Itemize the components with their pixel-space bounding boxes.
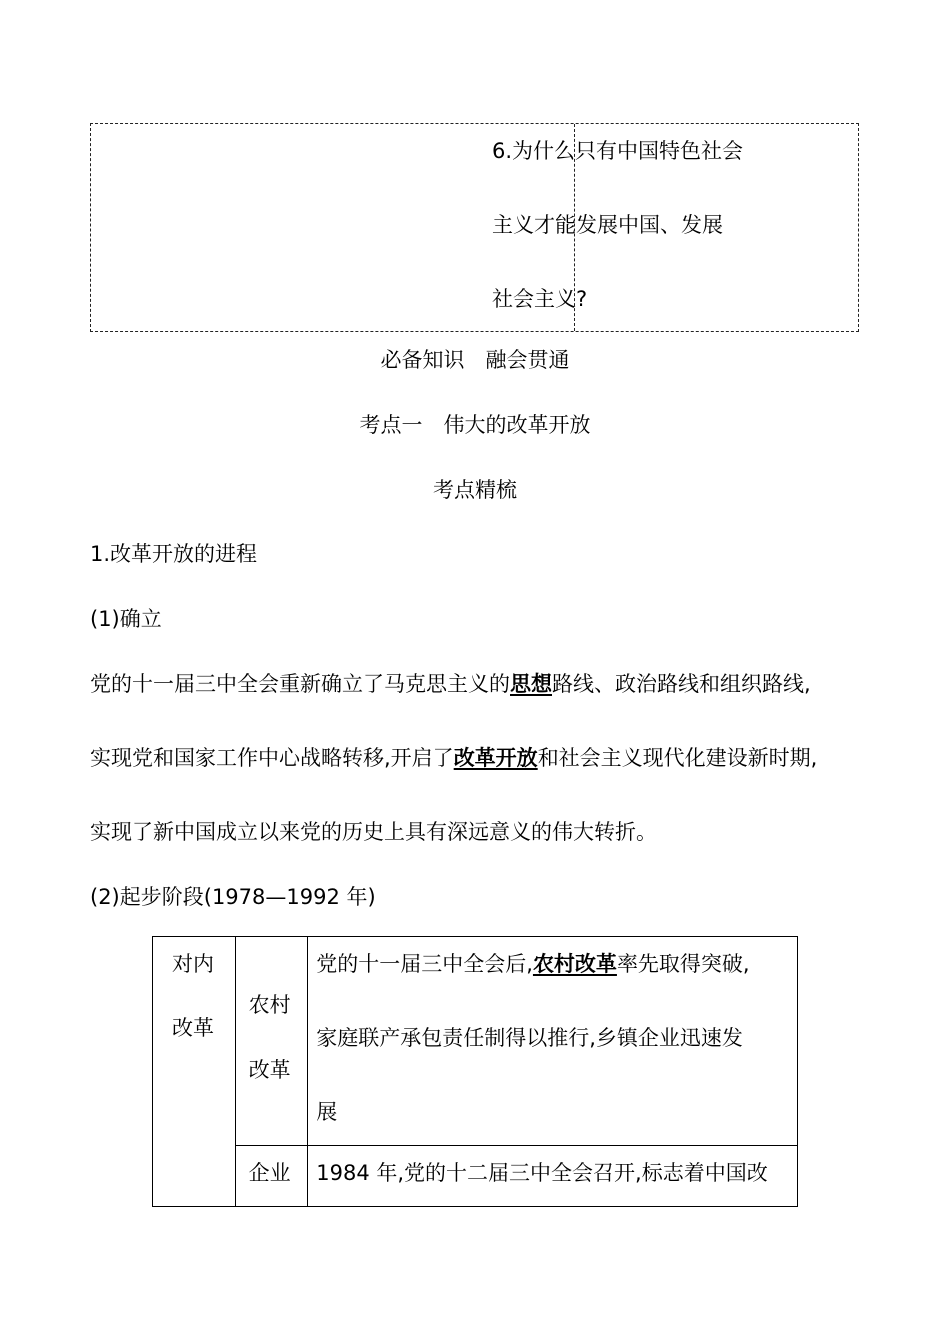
- rural-desc-line-3: 展: [316, 1100, 338, 1124]
- enterprise-desc: 1984 年,党的十二届三中全会召开,标志着中国改: [316, 1161, 768, 1185]
- domestic-reform-line-1: 对内: [172, 952, 214, 976]
- table-cell-rural-reform-desc: [308, 937, 798, 1146]
- subitem-establish: (1)确立: [90, 607, 162, 631]
- paragraph-line-2: [90, 744, 817, 772]
- p2-text-b: 和社会主义现代化建设新时期,: [537, 746, 818, 770]
- rural-desc-text-a: 党的十一届三中全会后,: [316, 952, 533, 976]
- question-box: [90, 123, 859, 332]
- table-cell-domestic-reform: [153, 937, 236, 1207]
- rural-desc-highlight: 农村改革: [532, 952, 617, 976]
- table-cell-rural-reform: [235, 937, 308, 1146]
- sub-heading: 考点精梳: [433, 478, 517, 502]
- question-line-3: 社会主义?: [492, 287, 588, 311]
- p2-text-a: 实现党和国家工作中心战略转移,开启了: [90, 746, 454, 770]
- rural-reform-line-2: 改革: [248, 1058, 291, 1082]
- paragraph-line-1: [90, 670, 811, 698]
- rural-desc-line-1: [316, 950, 797, 978]
- question-line-1: 6.为什么只有中国特色社会: [492, 139, 744, 163]
- p1-highlight: 思想: [510, 672, 552, 696]
- table-cell-enterprise-desc: [308, 1146, 798, 1207]
- table-cell-enterprise: [235, 1146, 308, 1207]
- rural-desc-text-b: 率先取得突破,: [616, 952, 750, 976]
- p1-text-a: 党的十一届三中全会重新确立了马克思主义的: [90, 672, 510, 696]
- topic-heading: 考点一 伟大的改革开放: [359, 413, 591, 437]
- domestic-reform-line-2: 改革: [172, 1016, 214, 1040]
- subitem-initial-stage: (2)起步阶段(1978—1992 年): [90, 885, 376, 909]
- reform-table: [152, 936, 798, 1207]
- p2-highlight: 改革开放: [453, 746, 538, 770]
- section-heading: 必备知识 融会贯通: [380, 348, 570, 372]
- rural-reform-line-1: 农村: [248, 993, 291, 1017]
- question-line-2: 主义才能发展中国、发展: [492, 213, 723, 237]
- enterprise-label: 企业: [248, 1161, 291, 1185]
- paragraph-line-3: 实现了新中国成立以来党的历史上具有深远意义的伟大转折。: [90, 820, 657, 844]
- rural-desc-line-2: 家庭联产承包责任制得以推行,乡镇企业迅速发: [316, 1026, 743, 1050]
- p1-text-b: 路线、政治路线和组织路线,: [552, 672, 811, 696]
- item-title: 1.改革开放的进程: [90, 542, 258, 566]
